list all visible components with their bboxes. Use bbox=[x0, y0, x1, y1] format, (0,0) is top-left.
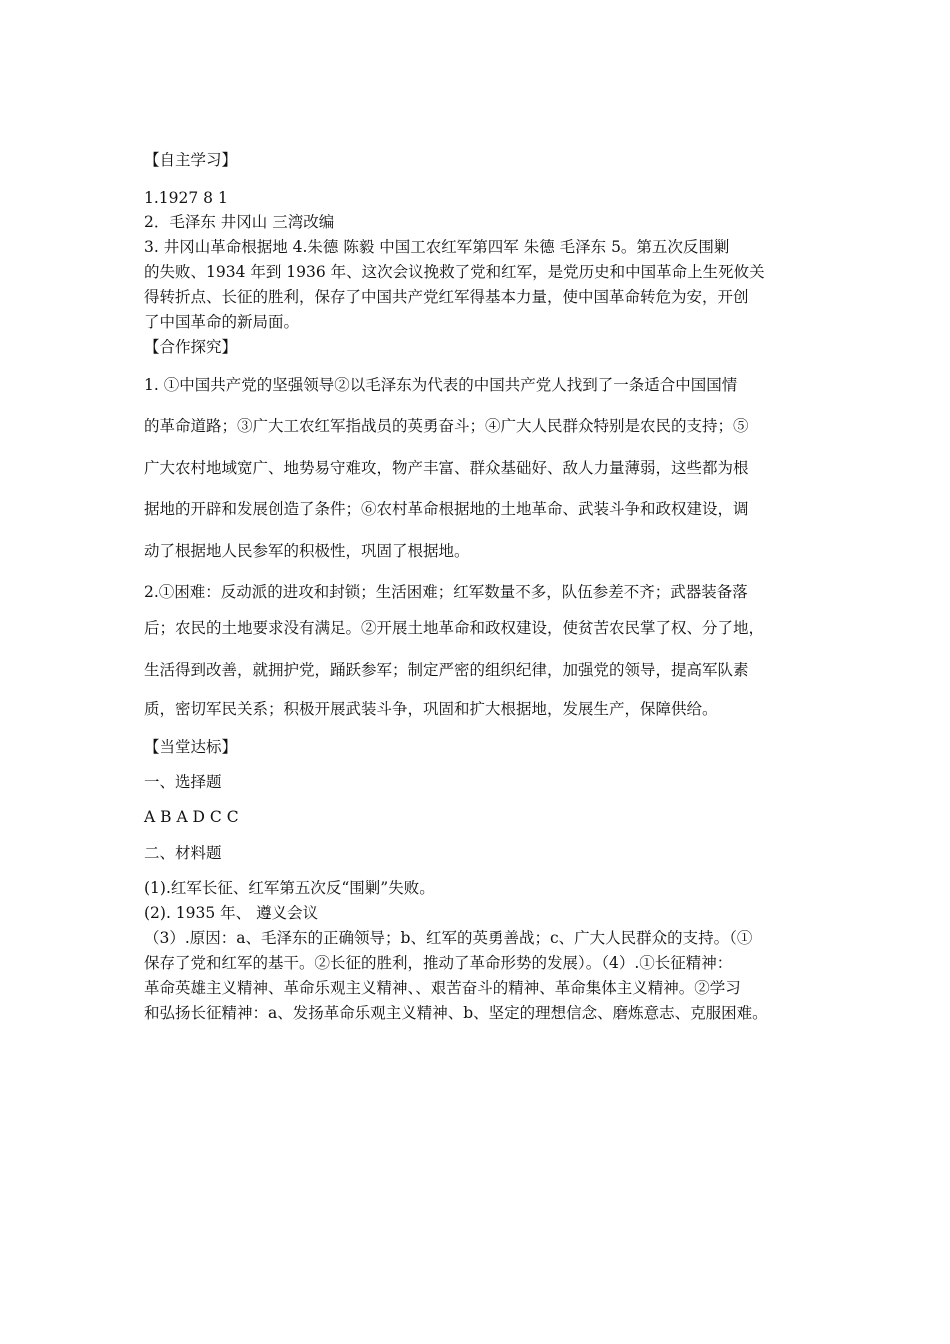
material-q3-line-3: 革命英雄主义精神、革命乐观主义精神、、艰苦奋斗的精神、革命集体主义精神。②学习 bbox=[144, 979, 741, 997]
material-q3-line-2: 保存了党和红军的基干。②长征的胜利，推动了革命形势的发展）。（4）.①长征精神： bbox=[144, 954, 733, 972]
material-q1: (1).红军长征、红军第五次反“围剿”失败。 bbox=[144, 879, 435, 897]
coop-q2-line-3: 生活得到改善，就拥护党，踊跃参军；制定严密的组织纪律，加强党的领导，提高军队素 bbox=[144, 661, 749, 679]
coop-q2-line-2: 后；农民的土地要求没有满足。②开展土地革命和政权建设，使贫苦农民掌了权、分了地， bbox=[144, 619, 765, 637]
self-study-line-1: 1.1927 8 1 bbox=[144, 189, 228, 207]
coop-q1-line-1: 1. ①中国共产党的坚强领导②以毛泽东为代表的中国共产党人找到了一条适合中国国情 bbox=[144, 376, 738, 394]
self-study-line-3: 3. 井冈山革命根据地 4.朱德 陈毅 中国工农红军第四军 朱德 毛泽东 5。第五次反围剿 bbox=[144, 238, 730, 256]
coop-q1-line-2: 的革命道路；③广大工农红军指战员的英勇奋斗；④广大人民群众特别是农民的支持；⑤ bbox=[144, 417, 749, 435]
class-section-1: 一、选择题 bbox=[144, 773, 222, 791]
self-study-line-4: 的失败、1934 年到 1936 年、这次会议挽救了党和红军，是党历史和中国革命上生死攸关 bbox=[144, 263, 765, 281]
coop-q1-line-3: 广大农村地域宽广、地势易守难攻，物产丰富、群众基础好、敌人力量薄弱，这些都为根 bbox=[144, 459, 749, 477]
self-study-line-2: 2．毛泽东 井冈山 三湾改编 bbox=[144, 213, 335, 231]
coop-q1-line-5: 动了根据地人民参军的积极性，巩固了根据地。 bbox=[144, 542, 470, 560]
material-q3-line-1: （3）.原因：a、毛泽东的正确领导；b、红军的英勇善战；c、广大人民群众的支持。（① bbox=[144, 929, 753, 947]
class-section-2: 二、材料题 bbox=[144, 844, 222, 862]
material-q2: (2). 1935 年、 遵义会议 bbox=[144, 904, 319, 922]
coop-q1-line-4: 据地的开辟和发展创造了条件；⑥农村革命根据地的土地革命、武装斗争和政权建设，调 bbox=[144, 500, 749, 518]
self-study-line-6: 了中国革命的新局面。 bbox=[144, 313, 300, 331]
heading-self-study: 【自主学习】 bbox=[144, 151, 238, 169]
coop-q2-line-1: 2.①困难：反动派的进攻和封锁；生活困难；红军数量不多，队伍参差不齐；武器装备落 bbox=[144, 583, 748, 601]
class-answers: A B A D C C bbox=[144, 808, 239, 826]
self-study-line-5: 得转折点、长征的胜利，保存了中国共产党红军得基本力量，使中国革命转危为安，开创 bbox=[144, 288, 749, 306]
heading-class: 【当堂达标】 bbox=[144, 738, 238, 756]
coop-q2-line-4: 质，密切军民关系；积极开展武装斗争，巩固和扩大根据地，发展生产，保障供给。 bbox=[144, 700, 718, 718]
material-q3-line-4: 和弘扬长征精神：a、发扬革命乐观主义精神、b、坚定的理想信念、磨炼意志、克服困难。 bbox=[144, 1004, 768, 1022]
heading-coop: 【合作探究】 bbox=[144, 338, 238, 356]
